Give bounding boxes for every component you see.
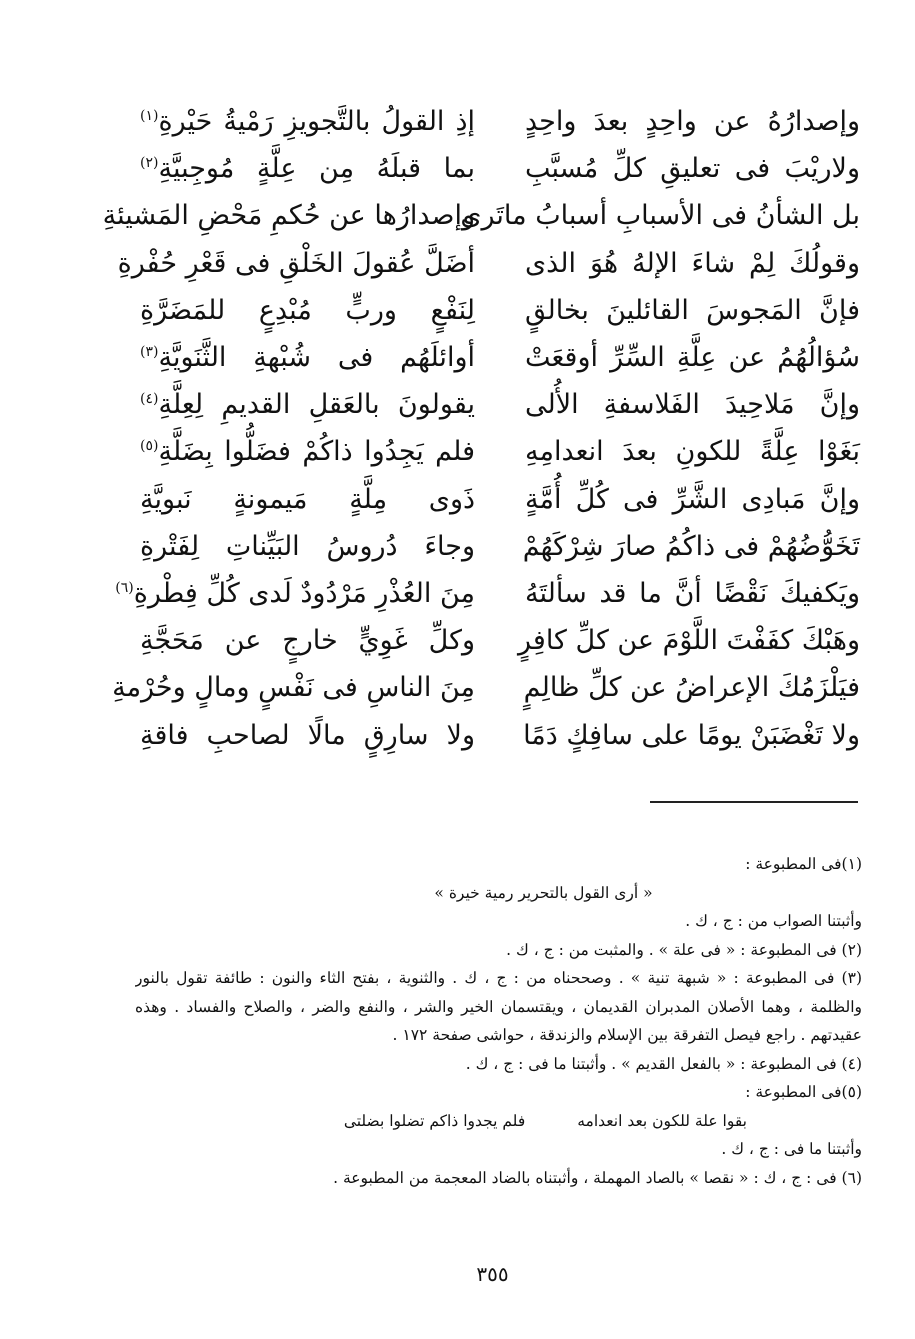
verse-second-hemistich: [140, 530, 475, 562]
poem-verse: [140, 523, 860, 570]
verse-second-hemistich: [112, 672, 475, 704]
poem-verse: [140, 428, 860, 475]
footnote-3-line-2: والظلمة ، وهما الأصلان المدبران القديمان ، ويقتسمان الخير والشر ، والنفع والضر ، والصلاح والفساد . وهذه: [135, 997, 862, 1016]
verse-first-hemistich: فيَلْزَمُكَ الإعراضُ عن كلِّ ظالِمٍ: [523, 672, 860, 704]
verse-first-hemistich: وهَبْكَ كفَفْتَ اللَّوْمَ عن كلِّ كافِرٍ: [518, 625, 860, 657]
verse-second-hemistich: [140, 625, 475, 657]
verse-first-hemistich: بَغَوْا عِلَّةً للكونِ بعدَ انعدامِهِ: [525, 436, 860, 468]
verse-second-hemistich: [117, 247, 475, 279]
footnote-1-quote: « أرى القول بالتحرير رمية خيرة »: [434, 883, 653, 902]
verse-first-hemistich: ولاريْبَ فى تعليقِ كلِّ مُسبَّبِ: [525, 153, 860, 185]
verse-second-hemistich: [140, 389, 475, 421]
footnote-1-correction: وأثبتنا الصواب من : ج ، ك .: [685, 912, 862, 930]
verse-second-hemistich: [102, 200, 475, 232]
verse-second-hemistich: [140, 106, 475, 138]
footnote-5-verse-right: بقوا علة للكون بعد انعدامه: [577, 1111, 747, 1130]
poem-verse: [117, 240, 860, 287]
poem-verse: [140, 381, 860, 428]
poem-verse: [140, 98, 860, 145]
footnote-marker: (١): [140, 108, 159, 125]
footnote-1-heading: (١)فى المطبوعة :: [745, 855, 862, 873]
verse-second-hemistich-text: لِنَفْعٍ وربٍّ مُبْدِعٍ للمَضَرَّةِ: [140, 294, 475, 326]
poem-verse: [140, 287, 860, 334]
verse-second-hemistich: [140, 294, 475, 326]
verse-second-hemistich-text: وكلِّ غَوِيٍّ خارجٍ عن مَحَجَّةِ: [140, 625, 475, 657]
verse-first-hemistich: بل الشأنُ فى الأسبابِ أسبابُ ماتَرى: [460, 200, 860, 232]
footnote-marker: (٢): [140, 155, 159, 172]
verse-first-hemistich: وقولُكَ لِمْ شاءَ الإلهُ هُوَ الذى: [525, 247, 860, 279]
verse-second-hemistich-text: بما قبلَهُ مِن عِلَّةٍ مُوجِبيَّةِ: [158, 153, 475, 185]
poem-verse: [140, 476, 860, 523]
verse-second-hemistich-text: إذِ القولُ بالتَّجويزِ رَمْيةُ حَيْرةِ: [158, 106, 475, 138]
verse-second-hemistich-text: أضَلَّ عُقولَ الخَلْقِ فى قَعْرِ حُفْرةِ: [117, 247, 475, 279]
footnote-marker: (٥): [140, 438, 159, 455]
poem-verse: [115, 570, 860, 617]
verse-first-hemistich: وإنَّ مَبادِى الشَّرِّ فى كُلِّ أُمَّةٍ: [525, 483, 860, 515]
verse-second-hemistich: [140, 342, 475, 374]
footnote-5-correction: وأثبتنا ما فى : ج ، ك .: [721, 1140, 862, 1158]
footnote-marker: (٤): [140, 391, 159, 408]
poem-verse: [140, 617, 860, 664]
verse-second-hemistich-text: مِنَ الناسِ فى نَفْسٍ ومالٍ وحُرْمةِ: [112, 672, 475, 704]
verse-first-hemistich: وإصدارُهُ عن واحِدٍ بعدَ واحِدٍ: [525, 106, 860, 138]
verse-second-hemistich-text: ولا سارِقٍ مالًا لصاحبِ فاقةِ: [140, 719, 475, 751]
page-number: ٣٥٥: [476, 1262, 509, 1286]
verse-second-hemistich-text: وجاءَ دُروسُ البَيِّناتِ لِفَتْرةِ: [140, 530, 475, 562]
footnote-2: (٢) فى المطبوعة : « فى علة » . والمثبت من : ج ، ك .: [506, 940, 862, 959]
verse-second-hemistich-text: أوائلَهُم فى شُبْهةِ الثَّنَويَّةِ: [158, 342, 475, 374]
footnotes: [135, 850, 862, 1192]
verse-second-hemistich-text: مِنَ العُذْرِ مَرْدُودٌ لَدى كُلِّ فِطْرةِ: [133, 577, 475, 609]
footnote-3-line-3: عقيدتهم . راجع فيصل التفرقة بين الإسلام والزندقة ، حواشى صفحة ١٧٢ .: [392, 1026, 862, 1044]
verse-second-hemistich-text: يقولونَ بالعَقلِ القديمِ لِعِلَّةِ: [158, 389, 475, 421]
verse-second-hemistich: [140, 719, 475, 751]
footnote-6: (٦) فى : ج ، ك : « نقصا » بالصاد المهملة ، وأثبتناه بالضاد المعجمة من المطبوعة .: [333, 1168, 862, 1187]
footnote-3-line-1: (٣) فى المطبوعة : « شبهة تنية » . وصححناه من : ج ، ك . والثنوية ، بفتح الثاء والنون : طائفة تقول بالنور: [135, 969, 862, 987]
poem: [102, 98, 860, 759]
footnote-5-verse-left: فلم يجدوا ذاكم تضلوا بضلتى: [343, 1111, 526, 1130]
verse-first-hemistich: ولا تَغْضَبَنْ يومًا على سافِكٍ دَمًا: [523, 719, 860, 751]
footnote-4: (٤) فى المطبوعة : « بالفعل القديم » . وأثبتنا ما فى : ج ، ك .: [465, 1054, 862, 1073]
verse-first-hemistich: ويَكفيكَ نَقْضًا أنَّ ما قد سألتَهُ: [525, 577, 860, 609]
poem-verse: [140, 145, 860, 192]
verse-second-hemistich: [115, 577, 475, 609]
verse-second-hemistich: [140, 483, 475, 515]
footnote-5-verse: [135, 1107, 862, 1136]
footnote-5-heading: (٥)فى المطبوعة :: [745, 1083, 862, 1101]
poem-verse: [102, 192, 860, 239]
poem-verse: [140, 711, 860, 758]
footnote-separator: [650, 801, 858, 803]
verse-first-hemistich: وإنَّ مَلاحِيدَ الفَلاسفةِ الأُلى: [525, 389, 860, 421]
footnote-marker: (٣): [140, 344, 159, 361]
poem-verse: [140, 334, 860, 381]
verse-second-hemistich: [140, 436, 475, 468]
poem-verse: [112, 664, 860, 711]
verse-first-hemistich: تَخَوُّضُهُمْ فى ذاكُمُ صارَ شِرْكَهُمْ: [522, 530, 860, 562]
verse-second-hemistich-text: ذَوى مِلَّةٍ مَيمونةٍ نَبويَّةِ: [140, 483, 475, 515]
footnote-marker: (٦): [115, 579, 134, 596]
verse-second-hemistich-text: فلم يَجِدُوا ذاكُمْ فضَلُّوا بِضَلَّةِ: [158, 436, 475, 468]
verse-second-hemistich-text: وإصدارُها عن حُكمِ مَحْضِ المَشيئةِ: [102, 200, 475, 232]
verse-first-hemistich: سُؤالُهُمُ عن عِلَّةِ السِّرِّ أوقعَتْ: [525, 342, 860, 374]
verse-first-hemistich: فإنَّ المَجوسَ القائلينَ بخالقٍ: [525, 294, 860, 326]
verse-second-hemistich: [140, 153, 475, 185]
